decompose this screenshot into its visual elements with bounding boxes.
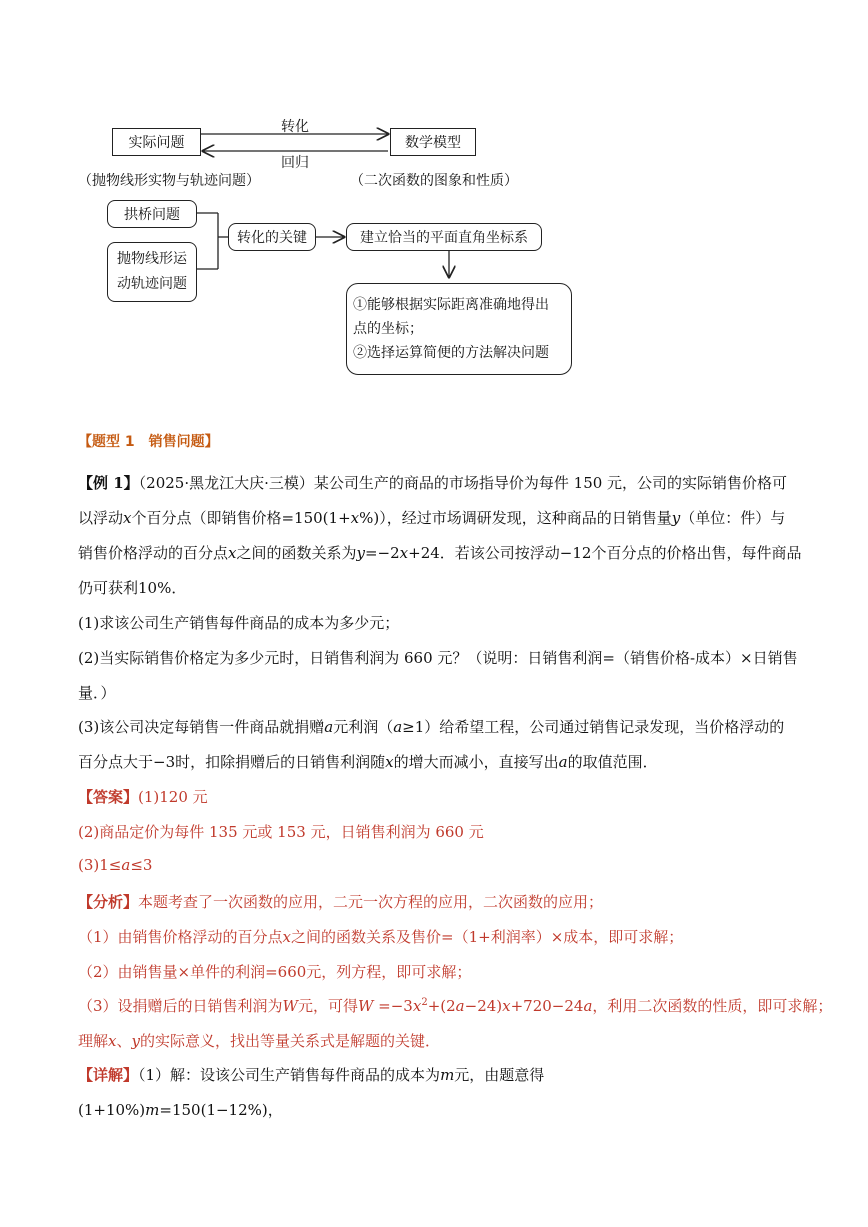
detail-tag: 【详解】 [78, 1066, 139, 1084]
steps-box [346, 283, 572, 375]
answer-line-3: (3)1≤a≤3 [78, 856, 153, 874]
example-line-3: 销售价格浮动的百分点x之间的函数关系为y=−2x+24．若该公司按浮动−12个百分点的价格出售，每件商品 [78, 544, 802, 562]
steps-line-1: ①能够根据实际距离准确地得出 [353, 297, 549, 313]
motion-problem-box [107, 242, 197, 302]
analysis-line-5: 理解x、y的实际意义，找出等量关系式是解题的关键． [78, 1032, 440, 1050]
key-box: 转化的关键 [228, 223, 316, 251]
question-2-line-2: 量．） [78, 684, 116, 702]
right-caption: （二次函数的图象和性质） [350, 173, 518, 189]
example-line-1: 【例 1】（2025·黑龙江大庆·三模）某公司生产的商品的市场指导价为每件 150 元，公司的实际销售价格可 [78, 474, 788, 492]
question-3-line-1: (3)该公司决定每销售一件商品就捐赠a元利润（a≥1）给希望工程，公司通过销售记录发现，当价格浮动的 [78, 718, 785, 736]
coord-box: 建立恰当的平面直角坐标系 [346, 223, 542, 251]
question-1: (1)求该公司生产销售每件商品的成本为多少元； [78, 614, 400, 632]
question-2-line-1: (2)当实际销售价格定为多少元时，日销售利润为 660 元？（说明：日销售利润=（销售价格-成本）×日销售 [78, 649, 798, 667]
question-3-line-2: 百分点大于−3时，扣除捐赠后的日销售利润随x的增大而减小，直接写出a的取值范围． [78, 753, 658, 771]
analysis-tag: 【分析】 [78, 893, 139, 911]
example-line-4: 仍可获利10%． [78, 579, 187, 597]
example-line-2: 以浮动x个百分点（即销售价格=150(1+x%)），经过市场调研发现，这种商品的日销售量y（单位：件）与 [78, 509, 786, 527]
return-label: 回归 [281, 155, 309, 171]
answer-line-2: (2)商品定价为每件 135 元或 153 元，日销售利润为 660 元 [78, 823, 484, 841]
analysis-line-1: 【分析】本题考查了一次函数的应用，二元一次方程的应用，二次函数的应用； [78, 893, 604, 911]
section-title: 【题型 1 销售问题】 [78, 434, 219, 450]
analysis-line-4: （3）设捐赠后的日销售利润为W元，可得$W =-3x^2+(2a-24)x+720-24a$，利用二次函数的性质，即可求解； [78, 997, 833, 1015]
motion-line-2: 动轨迹问题 [117, 276, 187, 292]
analysis-line-2: （1）由销售价格浮动的百分点x之间的函数关系及售价=（1+利润率）×成本，即可求解； [78, 928, 684, 946]
math-model-box: 数学模型 [390, 128, 476, 156]
answer-tag: 【答案】 [78, 788, 139, 806]
steps-line-3: ②选择运算简便的方法解决问题 [353, 345, 549, 361]
analysis-line-3: （2）由销售量×单件的利润=660元，列方程，即可求解； [78, 963, 472, 981]
example-tag: 【例 1】 [78, 474, 139, 492]
actual-problem-box: 实际问题 [112, 128, 201, 156]
left-caption: （抛物线形实物与轨迹问题） [78, 173, 260, 189]
detail-line-2: (1+10%)m=150(1−12%)， [78, 1101, 283, 1119]
motion-line-1: 抛物线形运 [117, 251, 187, 267]
answer-line-1: 【答案】(1)120 元 [78, 788, 208, 806]
concept-diagram [0, 0, 868, 400]
steps-line-2: 点的坐标； [353, 321, 423, 337]
detail-line-1: 【详解】（1）解：设该公司生产销售每件商品的成本为m元，由题意得 [78, 1066, 545, 1084]
arch-problem-box: 拱桥问题 [107, 200, 197, 228]
transform-label: 转化 [281, 119, 309, 135]
